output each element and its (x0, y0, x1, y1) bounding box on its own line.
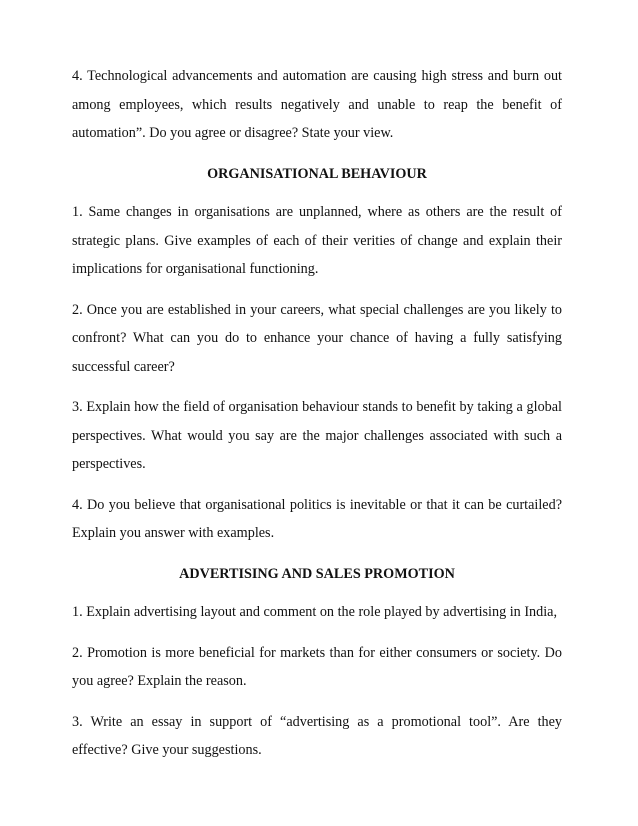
section-heading-organisational-behaviour: ORGANISATIONAL BEHAVIOUR (207, 165, 427, 182)
question-paragraph: 1. Same changes in organisations are unplanned, where as others are the result of strategic plans. Give examples of each of their verities of change and explain their implications for organisational functioning. (72, 204, 562, 277)
question-paragraph: 3. Write an essay in support of “advertising as a promotional tool”. Are they effective? Give your suggestions. (72, 713, 562, 758)
question-paragraph: 2. Once you are established in your careers, what special challenges are you likely to confront? What can you do to enhance your chance of having a fully satisfying successful career? (72, 301, 562, 375)
document-page (72, 62, 562, 765)
question-paragraph: 4. Technological advancements and automation are causing high stress and burn out among employees, which results negatively and unable to reap the benefit of automation”. Do you agree or disagree? State your view. (72, 68, 562, 141)
question-paragraph: 3. Explain how the field of organisation behaviour stands to benefit by taking a global perspectives. What would you say are the major challenges associated with such a perspectives. (72, 399, 562, 472)
question-paragraph: 2. Promotion is more beneficial for markets than for either consumers or society. Do you agree? Explain the reason. (72, 644, 562, 689)
question-paragraph: 1. Explain advertising layout and comment on the role played by advertising in India, (72, 604, 558, 620)
section-heading-advertising: ADVERTISING AND SALES PROMOTION (179, 565, 455, 582)
question-paragraph: 4. Do you believe that organisational politics is inevitable or that it can be curtailed? Explain you answer with examples. (72, 496, 562, 541)
